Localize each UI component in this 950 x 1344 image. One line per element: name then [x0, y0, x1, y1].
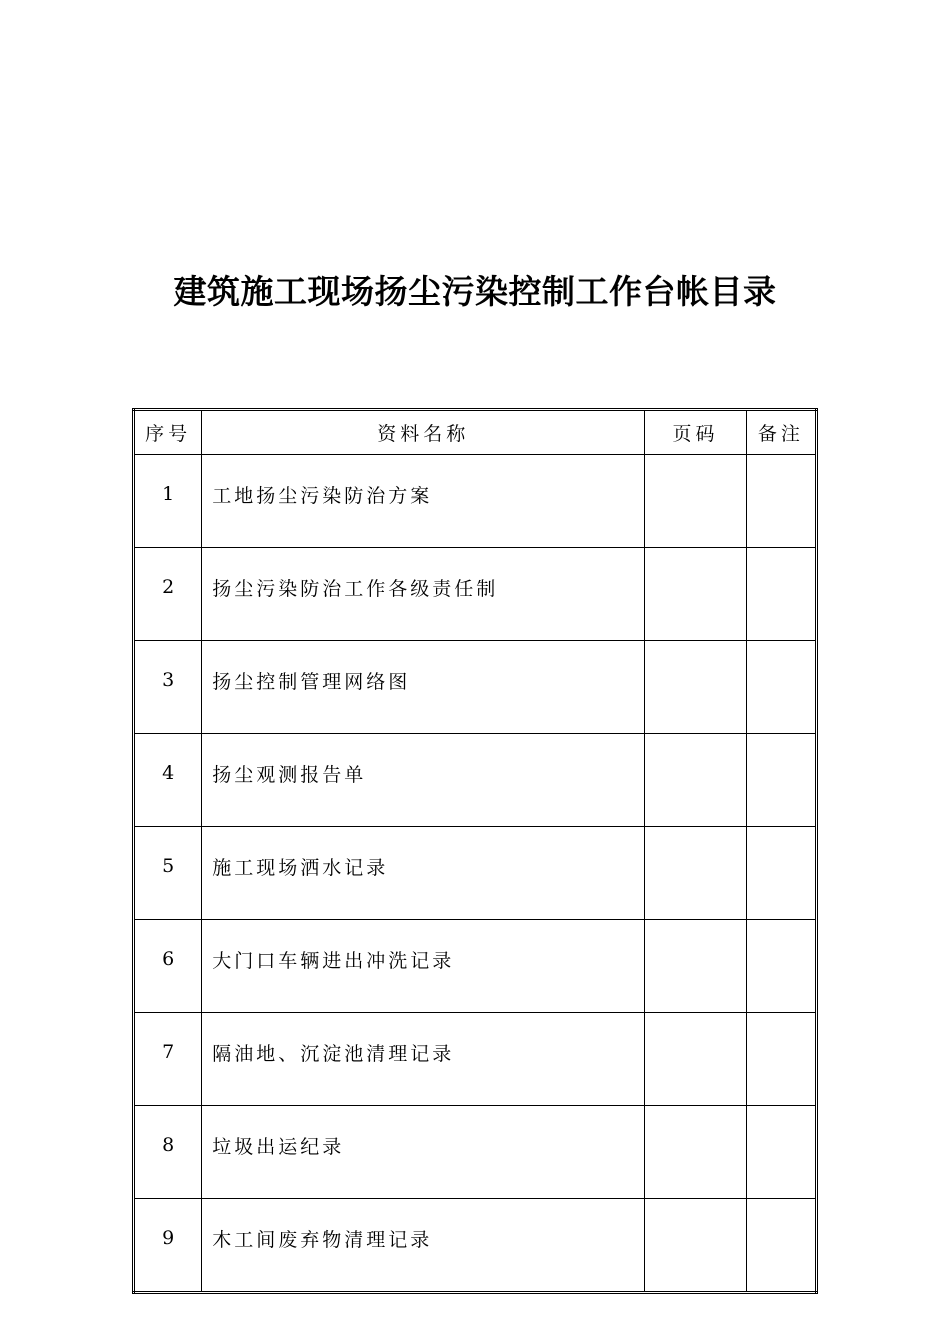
row-remark	[746, 1106, 816, 1199]
row-remark	[746, 1199, 816, 1293]
row-index: 9	[134, 1199, 202, 1293]
row-index: 6	[134, 920, 202, 1013]
row-remark	[746, 548, 816, 641]
row-page	[645, 455, 746, 548]
row-index: 4	[134, 734, 202, 827]
header-index: 序号	[134, 410, 202, 455]
row-page	[645, 548, 746, 641]
table-row	[134, 734, 817, 827]
row-page	[645, 1106, 746, 1199]
row-name: 木工间废弃物清理记录	[202, 1199, 645, 1293]
row-remark	[746, 1013, 816, 1106]
table-row	[134, 641, 817, 734]
row-remark	[746, 734, 816, 827]
table-row	[134, 1199, 817, 1293]
table-row	[134, 548, 817, 641]
row-page	[645, 920, 746, 1013]
row-index: 8	[134, 1106, 202, 1199]
table-header-row	[134, 410, 817, 455]
row-name: 工地扬尘污染防治方案	[202, 455, 645, 548]
page-title: 建筑施工现场扬尘污染控制工作台帐目录	[173, 272, 777, 311]
row-name: 施工现场洒水记录	[202, 827, 645, 920]
table-row	[134, 1013, 817, 1106]
row-remark	[746, 641, 816, 734]
ledger-table	[132, 408, 818, 1294]
row-index: 7	[134, 1013, 202, 1106]
row-remark	[746, 455, 816, 548]
header-name: 资料名称	[202, 410, 645, 455]
row-page	[645, 1013, 746, 1106]
row-remark	[746, 827, 816, 920]
row-name: 扬尘控制管理网络图	[202, 641, 645, 734]
row-name: 垃圾出运纪录	[202, 1106, 645, 1199]
row-page	[645, 734, 746, 827]
row-page	[645, 641, 746, 734]
row-index: 5	[134, 827, 202, 920]
row-name: 扬尘污染防治工作各级责任制	[202, 548, 645, 641]
row-name: 大门口车辆进出冲洗记录	[202, 920, 645, 1013]
table-row	[134, 1106, 817, 1199]
row-index: 3	[134, 641, 202, 734]
header-remark: 备注	[746, 410, 816, 455]
row-index: 2	[134, 548, 202, 641]
row-remark	[746, 920, 816, 1013]
row-page	[645, 827, 746, 920]
row-index: 1	[134, 455, 202, 548]
table-row	[134, 455, 817, 548]
table-row	[134, 827, 817, 920]
header-page: 页码	[645, 410, 746, 455]
row-name: 隔油地、沉淀池清理记录	[202, 1013, 645, 1106]
row-name: 扬尘观测报告单	[202, 734, 645, 827]
table-row	[134, 920, 817, 1013]
row-page	[645, 1199, 746, 1293]
